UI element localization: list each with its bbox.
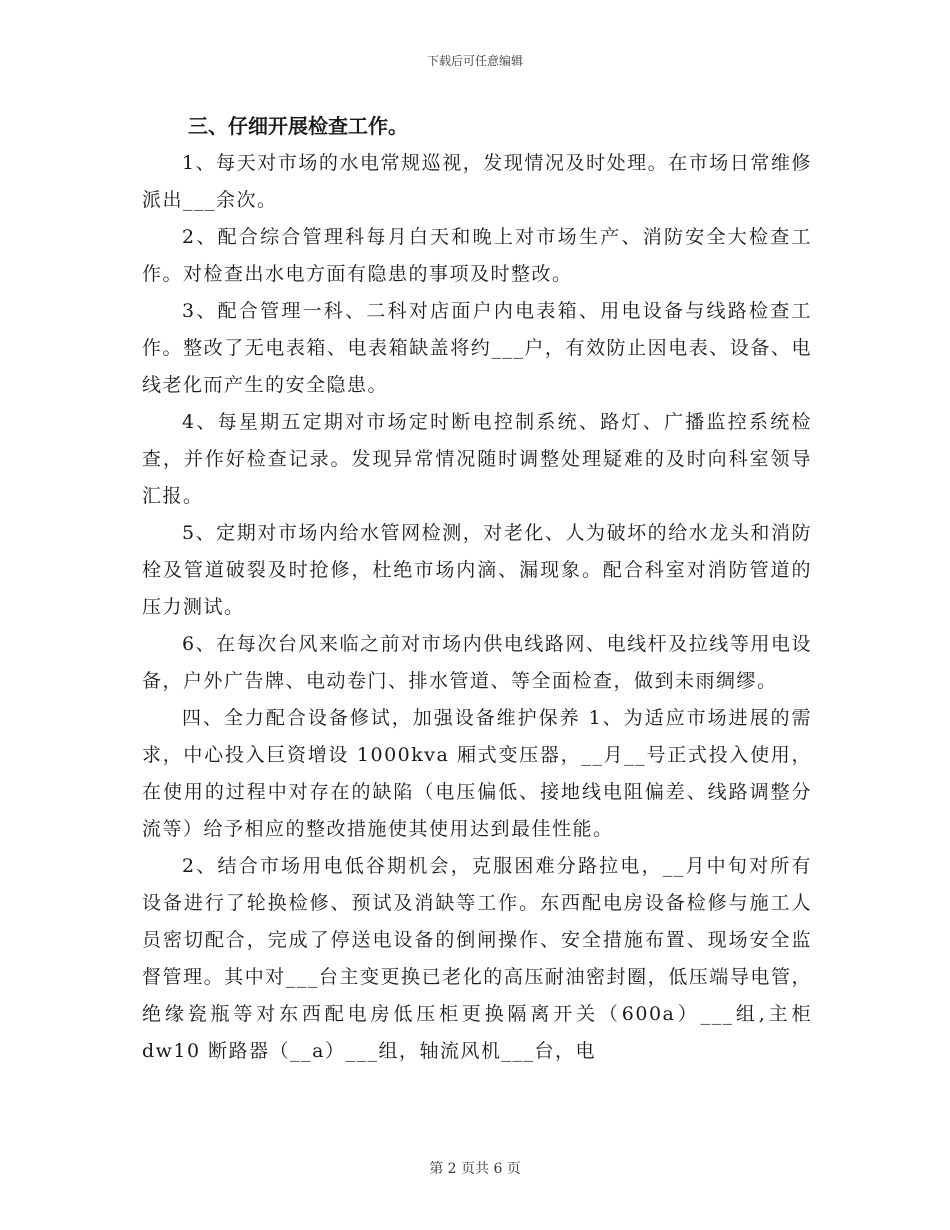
paragraph-3: 3、配合管理一科、二科对店面户内电表箱、用电设备与线路检查工作。整改了无电表箱、电表箱缺盖将约___户，有效防止因电表、设备、电线老化而产生的安全隐患。	[142, 300, 812, 396]
paragraph-maintenance: 2、结合市场用电低谷期机会，克服困难分路拉电，__月中旬对所有设备进行了轮换检修、预试及消缺等工作。东西配电房设备检修与施工人员密切配合，完成了停送电设备的倒闸操作、安全措施布置、现场安全监督管理。其中对___台主变更换已老化的高压耐油密封圈，低压端导电管，绝缘瓷瓶等对东西配电房低压柜更换隔离开关（600a）___组,主柜 dw10 断路器（__a）___组，轴流风机___台，电	[142, 855, 812, 1062]
paragraph-6: 6、在每次台风来临之前对市场内供电线路网、电线杆及拉线等用电设备，户外广告牌、电动卷门、排水管道、等全面检查，做到未雨绸缪。	[142, 633, 812, 692]
paragraph-4: 4、每星期五定期对市场定时断电控制系统、路灯、广播监控系统检查，并作好检查记录。发现异常情况随时调整处理疑难的及时向科室领导汇报。	[142, 411, 812, 507]
document-body	[142, 108, 812, 1070]
paragraph-5: 5、定期对市场内给水管网检测，对老化、人为破坏的给水龙头和消防栓及管道破裂及时抢修，杜绝市场内滴、漏现象。配合科室对消防管道的压力测试。	[142, 522, 812, 618]
paragraph-1: 1、每天对市场的水电常规巡视，发现情况及时处理。在市场日常维修派出___余次。	[142, 152, 812, 211]
page-header-note: 下载后可任意编辑	[426, 54, 523, 68]
section-heading: 三、仔细开展检查工作。	[188, 114, 408, 138]
paragraph-section-four: 四、全力配合设备修试，加强设备维护保养 1、为适应市场进展的需求，中心投入巨资增设 1000kva 厢式变压器，__月__号正式投入使用，在使用的过程中对存在的缺陷（电压偏低、接地线电阻偏差、线路调整分流等）给予相应的整改措施使其使用达到最佳性能。	[142, 707, 812, 840]
page-number: 第 2 页共 6 页	[429, 1161, 521, 1177]
paragraph-2: 2、配合综合管理科每月白天和晚上对市场生产、消防安全大检查工作。对检查出水电方面有隐患的事项及时整改。	[142, 226, 812, 285]
